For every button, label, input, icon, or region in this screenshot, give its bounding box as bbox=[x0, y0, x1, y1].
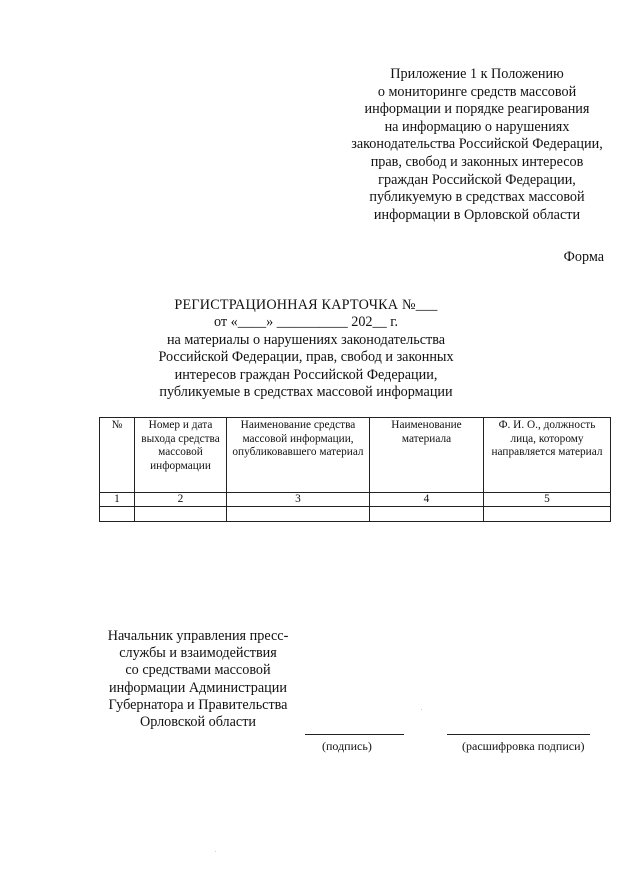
signature-decode-caption: (расшифровка подписи) bbox=[462, 739, 585, 753]
appendix-line: на информацию о нарушениях bbox=[384, 118, 570, 135]
signer-line: Начальник управления пресс- bbox=[107, 628, 289, 644]
table-cell bbox=[370, 507, 484, 522]
table-cell bbox=[135, 507, 227, 522]
signer-line: со средствами массовой bbox=[125, 662, 271, 679]
appendix-line: граждан Российской Федерации, bbox=[378, 171, 576, 188]
column-number-cell: 5 bbox=[484, 493, 611, 507]
table-header-row bbox=[100, 418, 611, 493]
signer-line: информации Администрации bbox=[109, 679, 287, 696]
appendix-note bbox=[318, 66, 636, 224]
card-subtitle-line: на материалы о нарушениях законодательства bbox=[166, 331, 446, 348]
appendix-line: о мониторинге средств массовой bbox=[377, 83, 577, 100]
header-cell-material-name: Наименование материала bbox=[370, 418, 484, 493]
card-title-block bbox=[60, 297, 552, 401]
table-cell bbox=[227, 507, 370, 522]
appendix-line: информации в Орловской области bbox=[373, 206, 581, 223]
signer-position bbox=[98, 628, 298, 731]
registration-table bbox=[99, 417, 611, 522]
table-cell bbox=[484, 507, 611, 522]
column-number-cell: 4 bbox=[370, 493, 484, 507]
appendix-line: публикуемую в средствах массовой bbox=[369, 189, 585, 206]
appendix-line: законодательства Российской Федерации, bbox=[351, 136, 603, 153]
card-date-line: от «____» __________ 202__ г. bbox=[213, 314, 399, 331]
column-number-cell: 1 bbox=[100, 493, 135, 507]
appendix-line: прав, свобод и законных интересов bbox=[370, 153, 584, 170]
signature-caption: (подпись) bbox=[322, 739, 372, 753]
signer-line: Губернатора и Правительства bbox=[108, 696, 288, 713]
header-cell-number: № bbox=[100, 418, 135, 493]
header-cell-issue-date: Номер и дата выхода средства массовой информации bbox=[135, 418, 227, 493]
card-subtitle-line: публикуемые в средствах массовой информации bbox=[159, 384, 453, 401]
header-cell-recipient: Ф. И. О., должность лица, которому направляется материал bbox=[484, 418, 611, 493]
scan-speck bbox=[421, 709, 422, 710]
table-cell bbox=[100, 507, 135, 522]
appendix-line: Приложение 1 к Положению bbox=[390, 66, 564, 82]
card-subtitle-line: интересов граждан Российской Федерации, bbox=[174, 366, 438, 383]
signer-line: Орловской области bbox=[139, 714, 257, 731]
card-subtitle-line: Российской Федерации, прав, свобод и законных bbox=[158, 349, 454, 366]
appendix-line: информации и порядке реагирования bbox=[364, 101, 590, 118]
card-title: РЕГИСТРАЦИОННАЯ КАРТОЧКА №___ bbox=[174, 297, 438, 313]
scan-speck bbox=[215, 851, 216, 852]
table-row bbox=[100, 507, 611, 522]
column-number-cell: 2 bbox=[135, 493, 227, 507]
header-cell-media-name: Наименование средства массовой информации, опубликовавшего материал bbox=[227, 418, 370, 493]
signature-line bbox=[305, 734, 404, 735]
form-label: Форма bbox=[563, 249, 604, 265]
column-number-cell: 3 bbox=[227, 493, 370, 507]
signer-line: службы и взаимодействия bbox=[119, 645, 277, 662]
signature-decode-line bbox=[447, 734, 590, 735]
table-row bbox=[100, 493, 611, 507]
